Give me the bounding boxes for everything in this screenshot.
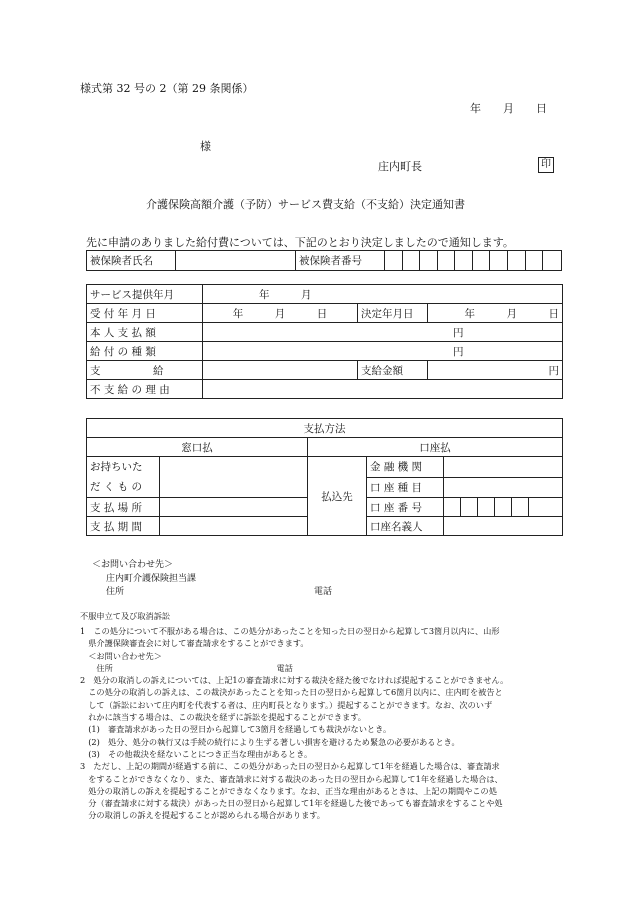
insured-number-digit[interactable] (525, 251, 543, 271)
payment-label: 支 給 (87, 361, 203, 380)
account-type-label: 口 座 種 目 (367, 477, 444, 498)
notes-heading: 不服申立て及び取消訴訟 (80, 611, 171, 621)
pay-period-label: 支 払 期 間 (87, 517, 160, 536)
non-payment-reason-field[interactable] (203, 380, 563, 399)
notes-line: この処分の取消しの訴えは、この裁決があったことを知った日の翌日から起算して6箇月以内に、庄内町を被告と (80, 687, 503, 698)
contact-address-label: 住所 (106, 587, 125, 597)
notes-line: ＜お問い合わせ先＞ (80, 650, 162, 661)
seal-mark: 印 (538, 157, 554, 173)
account-payment-header: 口座払 (308, 438, 563, 457)
insured-number-digit[interactable] (402, 251, 420, 271)
bring-items-field[interactable] (160, 457, 308, 498)
decision-date-value[interactable]: 年 月 日 (428, 304, 563, 323)
notes-body (80, 625, 560, 822)
account-number-digit[interactable] (512, 498, 529, 517)
insured-number-digit[interactable] (543, 251, 562, 271)
notes-line: をすることができなくなり、また、審査請求に対する裁決のあった日の翌日から起算して1年を経過した場合は、 (80, 773, 503, 784)
insured-number-digit[interactable] (437, 251, 455, 271)
notes-line: 住所 電話 (80, 662, 293, 673)
account-number-digit[interactable] (461, 498, 478, 517)
decision-date-label: 決定年月日 (358, 304, 428, 323)
notes-line: (1) 審査請求があった日の翌日から起算して3箇月を経過しても裁決がないとき。 (80, 724, 392, 735)
notes-line: して（訴訟において庄内町を代表する者は、庄内町長となります。）提起することができます。なお、次のいず (80, 699, 493, 710)
account-type-field[interactable] (444, 477, 563, 498)
bank-label: 金 融 機 関 (367, 457, 444, 478)
account-number-label: 口 座 番 号 (367, 498, 444, 517)
bring-items-line-1: お持ちいた (90, 461, 143, 473)
pay-place-label: 支 払 場 所 (87, 498, 160, 517)
insured-number-digit[interactable] (508, 251, 526, 271)
insured-number-digit[interactable] (455, 251, 473, 271)
insured-number-label: 被保険者番号 (296, 251, 385, 271)
pay-period-field[interactable] (160, 517, 308, 536)
receipt-date-value[interactable]: 年 月 日 (203, 304, 358, 323)
contact-phone-label: 電話 (314, 587, 333, 597)
issuer: 庄内町長 (378, 160, 422, 173)
intro-text: 先に申請のありました給付費については、下記のとおり決定しましたので通知します。 (86, 236, 514, 249)
service-ym-label: サービス提供年月 (87, 285, 203, 304)
insured-number-digit[interactable] (385, 251, 403, 271)
insured-number-digit[interactable] (420, 251, 438, 271)
receipt-date-label: 受 付 年 月 日 (87, 304, 203, 323)
bring-items-line-2: だ く も の (90, 481, 143, 493)
document-title: 介護保険高額介護（予防）サービス費支給（不支給）決定通知書 (146, 198, 465, 211)
notes-line: 3 ただし、上記の期間が経過する前に、この処分があった日の翌日から起算して1年を経過した場合は、審査請求 (80, 761, 500, 772)
benefit-type-label: 給 付 の 種 類 (87, 342, 203, 361)
payment-amount-value[interactable]: 円 (428, 361, 563, 380)
pay-place-field[interactable] (160, 498, 308, 517)
notes-line: れかに該当する場合は、この裁決を経ずに訴訟を提起することができます。 (80, 712, 366, 723)
insured-number-digit[interactable] (490, 251, 508, 271)
notes-line: (3) その他裁決を経ないことにつき正当な理由があるとき。 (80, 748, 313, 759)
notes-line: 2 処分の取消しの訴えについては、上記1の審査請求に対する裁決を経た後でなければ提起することができません。 (80, 675, 509, 686)
account-number-digit[interactable] (495, 498, 512, 517)
form-id: 様式第 32 号の 2（第 29 条関係） (80, 82, 254, 95)
insured-table (86, 250, 562, 271)
window-payment-header: 窓口払 (87, 438, 308, 457)
notes-line: 処分の取消しの訴えを提起することができなくなります。なお、正当な理由があるときは、上記の期間やこの処 (80, 785, 497, 796)
insured-name-field[interactable] (175, 251, 295, 271)
contact-heading: ＜お問い合わせ先＞ (92, 560, 174, 570)
payment-amount-label: 支給金額 (358, 361, 428, 380)
notes-line: (2) 処分、処分の執行又は手続の続行により生ずる著しい損害を避けるため緊急の必要があるとき。 (80, 736, 460, 747)
account-number-digit[interactable] (529, 498, 563, 517)
payment-method-header: 支払方法 (87, 419, 563, 438)
payment-field[interactable] (203, 361, 358, 380)
addressee-suffix: 様 (200, 140, 211, 153)
account-number-digit[interactable] (444, 498, 461, 517)
notes-line: 県介護保険審査会に対して審査請求をすることができます。 (80, 638, 309, 649)
notes-line: 分（審査請求に対する裁決）があった日の翌日から起算して1年を経過した後であっても審査請求をすることや処 (80, 798, 503, 809)
transfer-to-label: 払込先 (308, 457, 367, 536)
payment-method-table (86, 418, 563, 536)
service-table (86, 284, 563, 399)
insured-number-digit[interactable] (472, 251, 490, 271)
date-line: 年 月 日 (470, 102, 547, 115)
contact-department: 庄内町介護保険担当課 (106, 574, 197, 584)
service-ym-value[interactable]: 年 月 (203, 285, 563, 304)
benefit-type-value[interactable]: 円 (203, 342, 563, 361)
insured-name-label: 被保険者氏名 (87, 251, 176, 271)
non-payment-reason-label: 不 支 給 の 理 由 (87, 380, 203, 399)
notes-line: 分の取消しの訴えを提起することが認められる場合があります。 (80, 810, 325, 821)
account-holder-label: 口座名義人 (367, 517, 444, 536)
bank-field[interactable] (444, 457, 563, 478)
bring-items-label (87, 457, 160, 498)
notes-line: 1 この処分について不服がある場合は、この処分があったことを知った日の翌日から起算して3箇月以内に、山形 (80, 626, 500, 636)
self-pay-label: 本 人 支 払 額 (87, 323, 203, 342)
self-pay-value[interactable]: 円 (203, 323, 563, 342)
account-holder-field[interactable] (444, 517, 563, 536)
account-number-digit[interactable] (478, 498, 495, 517)
